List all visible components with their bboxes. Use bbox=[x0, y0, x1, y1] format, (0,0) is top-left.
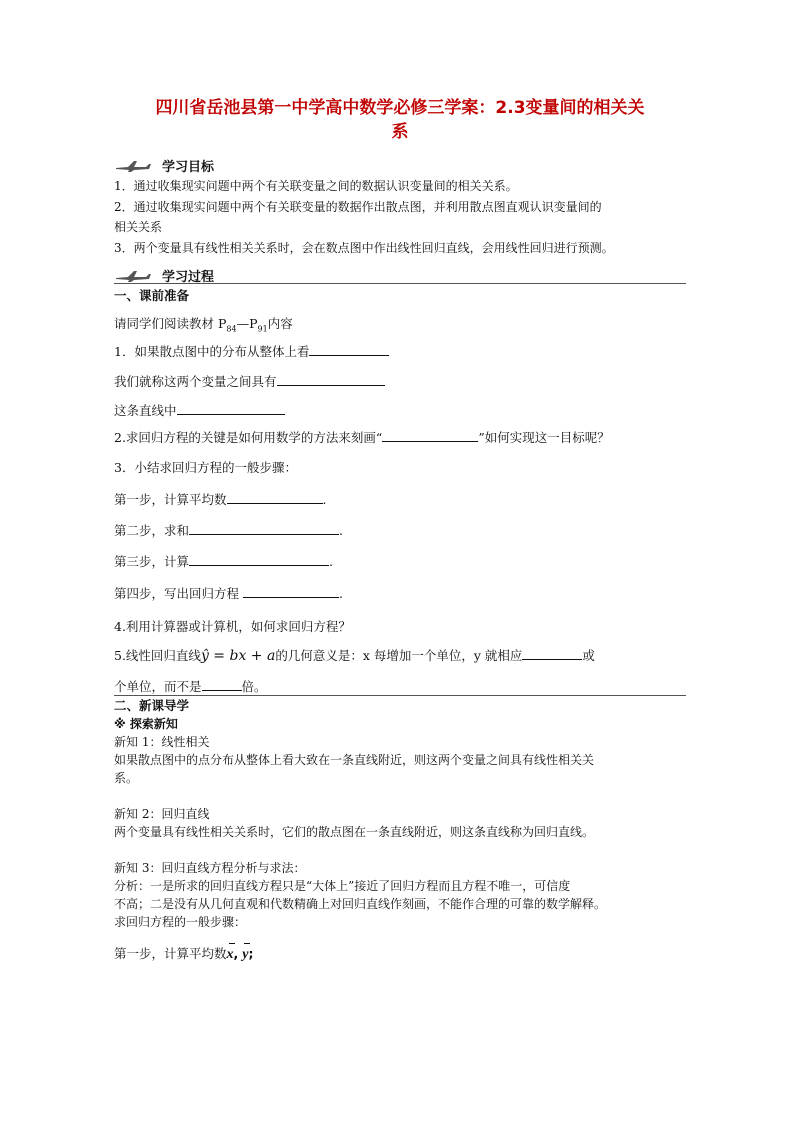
reading-assignment bbox=[114, 314, 293, 334]
divider bbox=[114, 283, 686, 284]
question-2-text: 2.求回归方程的关键是如何用数学的方法来刻画“ bbox=[114, 430, 383, 445]
step-period: . bbox=[322, 492, 327, 507]
semicolon: ; bbox=[248, 946, 254, 961]
step-period: . bbox=[338, 586, 343, 601]
goals-section-header bbox=[114, 156, 214, 175]
explore-heading: ※ 探索新知 bbox=[114, 717, 178, 731]
step-label: 第一步，计算平均数 bbox=[114, 492, 227, 507]
answer-blank[interactable] bbox=[177, 401, 285, 415]
answer-blank[interactable] bbox=[277, 372, 385, 386]
step-4 bbox=[114, 584, 343, 602]
final-step bbox=[114, 944, 253, 963]
airplane-icon bbox=[114, 269, 152, 283]
question-5-mid: 的几何意义是：x 每增加一个单位，y 就相应 bbox=[275, 648, 523, 663]
reading-dash: —P bbox=[236, 316, 258, 331]
question-5 bbox=[114, 646, 595, 664]
answer-blank[interactable] bbox=[382, 428, 478, 442]
new2-body: 两个变量具有线性相关关系时，它们的散点图在一条直线附近，则这条直线称为回归直线。 bbox=[114, 825, 595, 839]
question-2 bbox=[114, 428, 610, 446]
goal-2-cont: 相关关系 bbox=[114, 220, 163, 234]
new1-body-2: 系。 bbox=[114, 771, 139, 785]
goal-3: 3．两个变量具有线性相关关系时，会在数点图中作出线性回归直线，会用线性回归进行预测。 bbox=[114, 241, 614, 255]
new1-body-1: 如果散点图中的点分布从整体上看大致在一条直线附近，则这两个变量之间具有线性相关关 bbox=[114, 753, 595, 767]
step-label: 第二步，求和 bbox=[114, 523, 190, 538]
question-1-text: 1．如果散点图中的分布从整体上看 bbox=[114, 344, 310, 359]
question-5-text: 5.线性回归直线 bbox=[114, 648, 201, 663]
reading-prefix: 请同学们阅读教材 P bbox=[114, 316, 227, 331]
part2-heading: 二、新课导学 bbox=[114, 698, 190, 713]
title-line-2: 系 bbox=[391, 122, 409, 142]
page-title bbox=[114, 96, 686, 144]
step-label: 第三步，计算 bbox=[114, 554, 190, 569]
reading-page-end: 91 bbox=[257, 324, 268, 334]
question-3: 3．小结求回归方程的一般步骤： bbox=[114, 460, 297, 475]
answer-blank[interactable] bbox=[189, 521, 339, 535]
new3-heading: 新知 3：回归直线方程分析与求法： bbox=[114, 861, 306, 875]
question-4: 4.利用计算器或计算机，如何求回归方程？ bbox=[114, 619, 351, 634]
question-1c bbox=[114, 401, 285, 419]
question-2-suffix: ”如何实现这一目标呢？ bbox=[478, 430, 610, 445]
divider bbox=[114, 695, 686, 696]
step-3 bbox=[114, 552, 333, 570]
answer-blank[interactable] bbox=[522, 646, 582, 660]
step-label: 第四步，写出回归方程 bbox=[114, 586, 243, 601]
question-1 bbox=[114, 342, 389, 360]
reading-page-start: 84 bbox=[226, 324, 237, 334]
step-1 bbox=[114, 490, 327, 508]
reading-suffix: 内容 bbox=[267, 316, 293, 331]
step-period: . bbox=[339, 523, 343, 538]
goal-1: 1．通过收集现实问题中两个有关联变量之间的数据认识变量间的相关关系。 bbox=[114, 179, 518, 193]
question-5b-end: 倍。 bbox=[241, 679, 267, 694]
goals-heading: 学习目标 bbox=[162, 160, 215, 175]
answer-blank[interactable] bbox=[309, 342, 389, 356]
airplane-icon bbox=[114, 159, 152, 173]
process-heading: 学习过程 bbox=[162, 270, 215, 285]
step-period: . bbox=[329, 554, 333, 569]
final-step-text: 第一步，计算平均数 bbox=[114, 946, 227, 961]
question-5-end: 或 bbox=[582, 648, 595, 663]
answer-blank[interactable] bbox=[243, 584, 339, 598]
part1-heading: 一、课前准备 bbox=[114, 288, 190, 303]
new1-heading: 新知 1：线性相关 bbox=[114, 735, 210, 749]
new2-heading: 新知 2：回归直线 bbox=[114, 807, 210, 821]
comma: , bbox=[233, 946, 239, 961]
question-1c-text: 这条直线中 bbox=[114, 403, 177, 418]
mean-x: x bbox=[226, 947, 234, 962]
answer-blank[interactable] bbox=[189, 552, 329, 566]
new3-body-3: 求回归方程的一般步骤： bbox=[114, 915, 247, 929]
question-5b-text: 个单位，而不是 bbox=[114, 679, 202, 694]
answer-blank[interactable] bbox=[202, 677, 242, 691]
title-line-1: 四川省岳池县第一中学高中数学必修三学案：2.3变量间的相关关 bbox=[155, 98, 645, 118]
regression-formula: ŷ = bx + a bbox=[200, 648, 276, 664]
new3-body-2: 不高；二是没有从几何直观和代数精确上对回归直线作刻画，不能作合理的可靠的数学解释。 bbox=[114, 897, 607, 911]
mean-y: y bbox=[242, 947, 249, 962]
new3-body-1: 分析：一是所求的回归直线方程只是“大体上”接近了回归方程而且方程不唯一，可信度 bbox=[114, 879, 571, 893]
question-5b bbox=[114, 677, 267, 695]
answer-blank[interactable] bbox=[227, 490, 323, 504]
step-2 bbox=[114, 521, 343, 539]
question-1b-text: 我们就称这两个变量之间具有 bbox=[114, 374, 277, 389]
question-1b bbox=[114, 372, 385, 390]
goal-2: 2．通过收集现实问题中两个有关联变量的数据作出散点图，并利用散点图直观认识变量间的 bbox=[114, 200, 602, 214]
